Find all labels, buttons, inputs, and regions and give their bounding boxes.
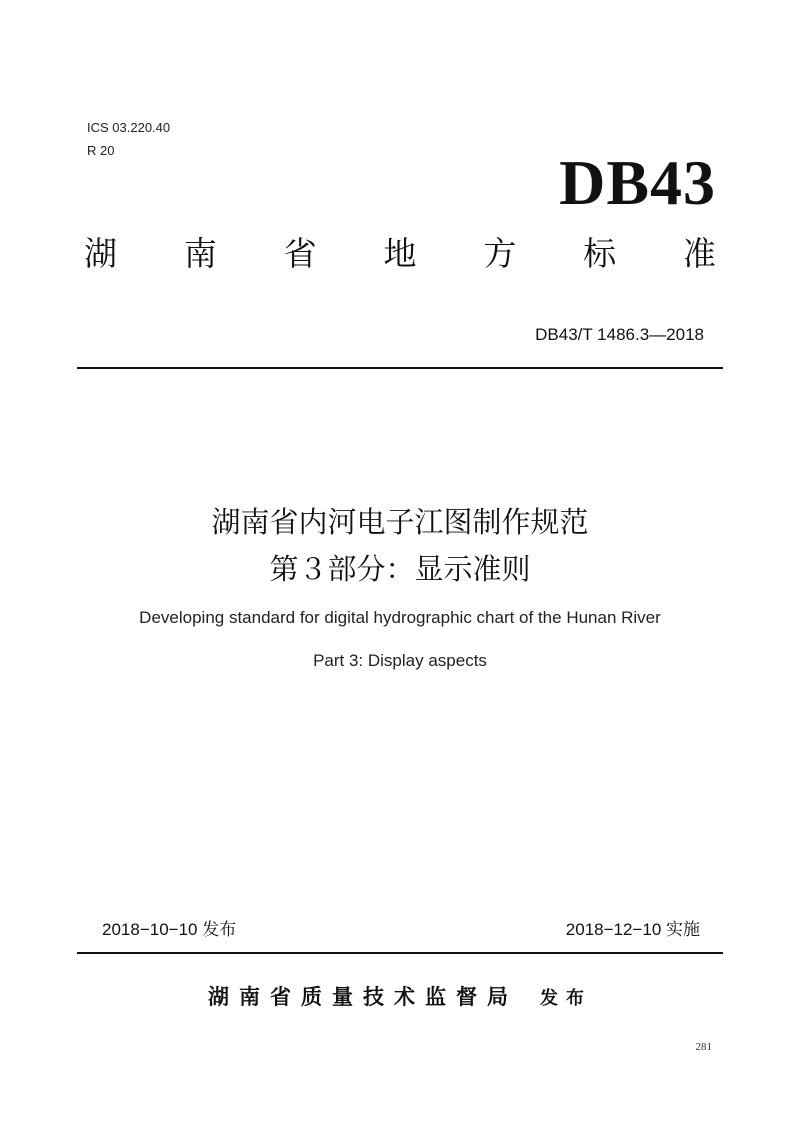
- standard-number: DB43/T 1486.3—2018: [535, 325, 704, 344]
- issuing-authority: 湖南省质量技术监督局: [208, 985, 518, 1009]
- standard-type-char: 标: [583, 234, 617, 273]
- title-chinese-line-1: 湖南省内河电子江图制作规范: [211, 505, 589, 539]
- standard-type-char: 地: [383, 234, 417, 273]
- standard-code-logo: DB43: [559, 147, 716, 218]
- issue-date: 2018−10−10 发布: [102, 920, 237, 939]
- ics-code: ICS 03.220.40: [87, 120, 171, 135]
- standard-type-char: 方: [483, 234, 517, 273]
- standard-type-char: 省: [283, 234, 317, 273]
- ccs-code: R 20: [87, 143, 115, 158]
- standard-type-heading: [84, 232, 716, 276]
- standard-type-char: 湖: [84, 234, 117, 273]
- title-english-line-1: Developing standard for digital hydrographic chart of the Hunan River: [139, 608, 661, 627]
- issuer-line: [0, 983, 800, 1013]
- standard-type-char: 准: [682, 234, 716, 273]
- top-divider: [77, 367, 723, 369]
- page-number: 281: [695, 1041, 712, 1053]
- bottom-divider: [77, 952, 723, 954]
- standard-type-char: 南: [183, 234, 217, 273]
- issue-label: 发布: [540, 988, 592, 1009]
- title-english-line-2: Part 3: Display aspects: [313, 651, 487, 670]
- title-chinese-line-2: 第３部分：显示准则: [269, 552, 531, 586]
- implementation-date: 2018−12−10 实施: [565, 920, 700, 939]
